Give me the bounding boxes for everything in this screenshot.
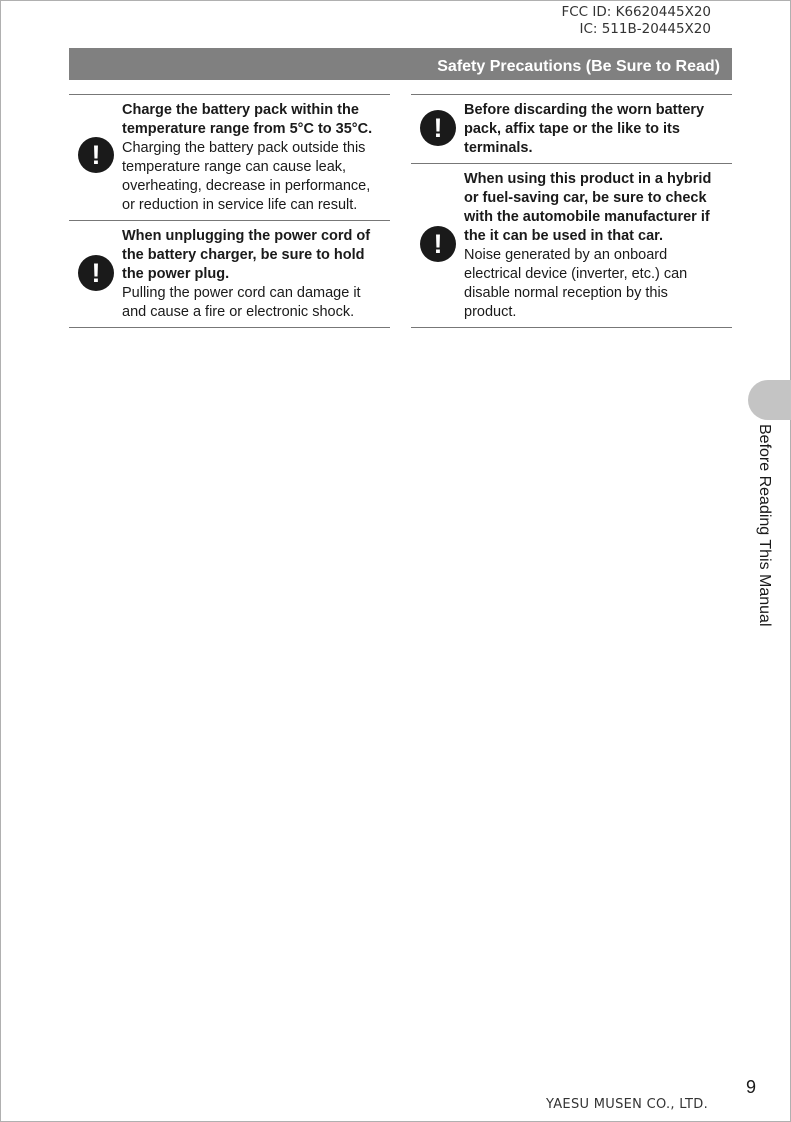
side-tab-label: Before Reading This Manual: [756, 424, 773, 627]
precaution-heading-line: with the automobile manufacturer if: [464, 209, 710, 225]
precaution-item-hybrid-car: [411, 163, 732, 328]
precaution-body-line: Charging the battery pack outside this: [122, 140, 366, 156]
precaution-heading-line: terminals.: [464, 140, 533, 156]
precaution-body-line: temperature range can cause leak,: [122, 159, 347, 175]
fcc-id: FCC ID: K6620445X20: [561, 4, 711, 20]
precautions-left-column: [69, 94, 390, 328]
exclamation-icon: !: [78, 255, 114, 291]
precaution-body-line: and cause a fire or electronic shock.: [122, 304, 355, 320]
precaution-heading-line: the battery charger, be sure to hold: [122, 247, 365, 263]
precaution-heading-line: When unplugging the power cord of: [122, 228, 371, 244]
section-header-bar: [69, 48, 732, 80]
precaution-item-power-plug: [69, 220, 390, 328]
precaution-body-line: or reduction in service life can result.: [122, 197, 358, 213]
precaution-heading-line: or fuel-saving car, be sure to check: [464, 190, 707, 206]
page-number: 9: [746, 1077, 757, 1097]
precaution-heading-line: the it can be used in that car.: [464, 228, 664, 244]
precaution-body-line: Pulling the power cord can damage it: [122, 285, 361, 301]
precaution-item-charge-temperature: [69, 94, 390, 220]
section-side-tab: [748, 380, 791, 420]
fcc-identification: [561, 4, 711, 38]
precaution-heading-line: When using this product in a hybrid: [464, 171, 712, 187]
ic-id: IC: 511B-20445X20: [579, 21, 711, 37]
precaution-heading-line: Charge the battery pack within the: [122, 102, 359, 118]
precaution-body-line: overheating, decrease in performance,: [122, 178, 371, 194]
precaution-heading-line: Before discarding the worn battery: [464, 102, 705, 118]
precaution-heading-line: temperature range from 5°C to 35°C.: [122, 121, 373, 137]
precaution-heading-line: pack, affix tape or the like to its: [464, 121, 680, 137]
exclamation-icon: !: [78, 137, 114, 173]
precaution-body-line: Noise generated by an onboard: [464, 247, 668, 263]
precaution-body-line: electrical device (inverter, etc.) can: [464, 266, 688, 282]
exclamation-icon: !: [420, 226, 456, 262]
precaution-heading-line: the power plug.: [122, 266, 230, 282]
precautions-right-column: [411, 94, 732, 328]
company-name: YAESU MUSEN CO., LTD.: [546, 1097, 709, 1112]
precaution-item-discard-battery: [411, 94, 732, 163]
precaution-body-line: disable normal reception by this: [464, 285, 668, 301]
exclamation-icon: !: [420, 110, 456, 146]
section-title: Safety Precautions (Be Sure to Read): [437, 58, 720, 75]
precaution-body-line: product.: [464, 304, 517, 320]
